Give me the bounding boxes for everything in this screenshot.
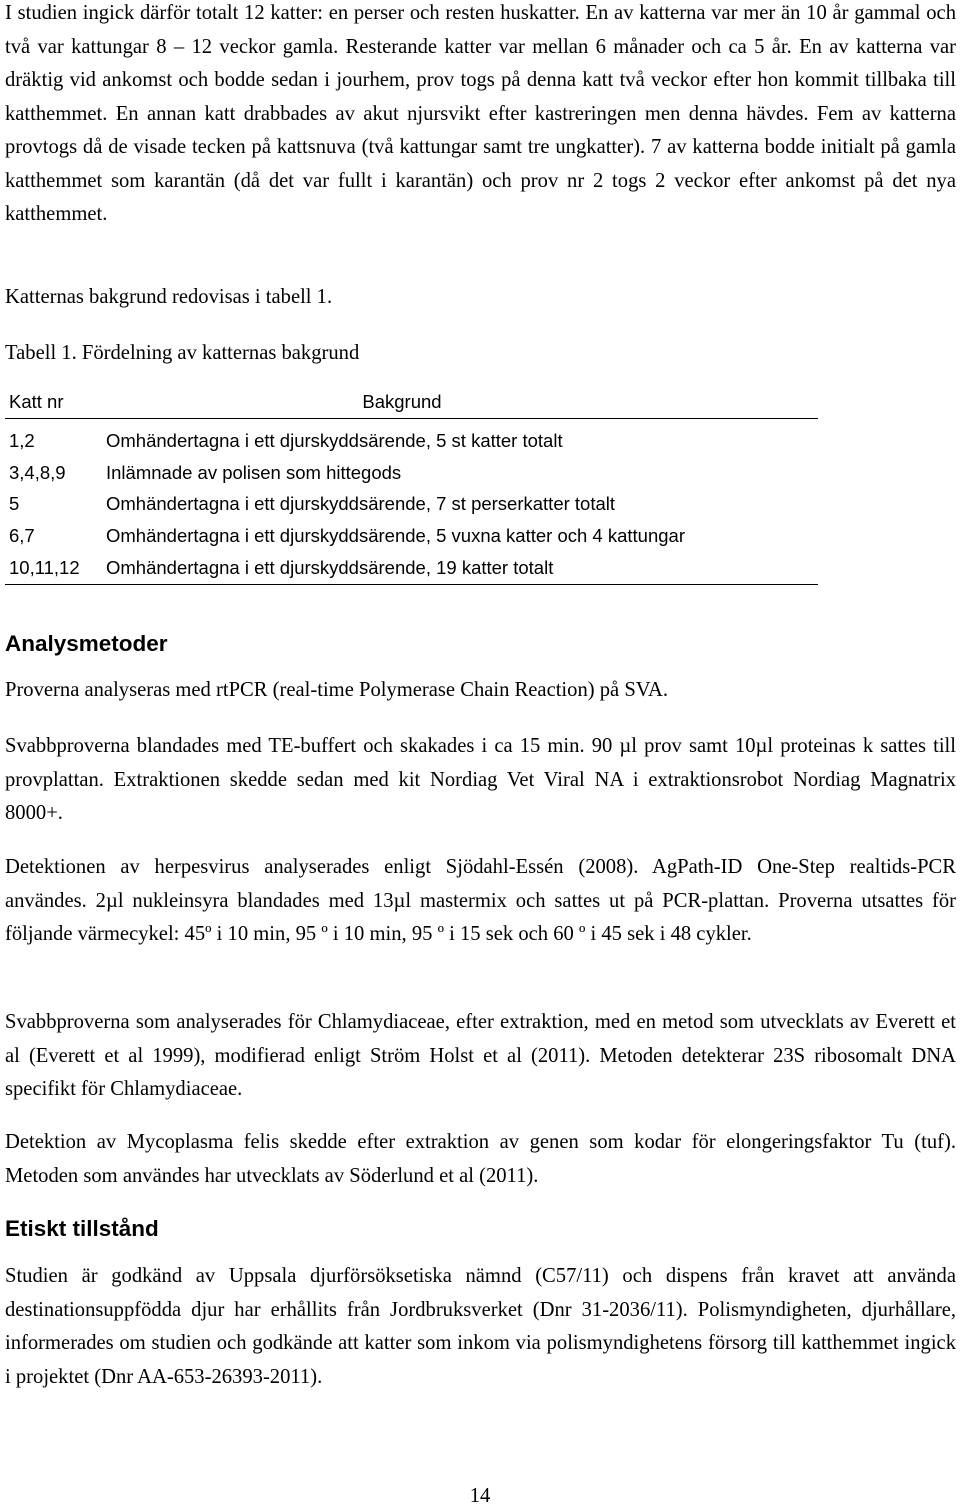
table-row xyxy=(5,457,818,489)
cat-nr-cell: 5 xyxy=(9,493,20,515)
methods-paragraph-2: Svabbproverna blandades med TE-buffert och skakades i ca 15 min. 90 µl prov samt 10µl proteinas k sattes till provplattan. Extraktionen skedde sedan med kit Nordiag Vet Viral NA i extraktionsrobot Nordiag Magnatrix 8000+. xyxy=(5,735,956,824)
methods-heading: Analysmetoder xyxy=(5,631,168,656)
table-caption: Tabell 1. Fördelning av katternas bakgrund xyxy=(5,342,360,364)
ethics-paragraph: Studien är godkänd av Uppsala djurförsöksetiska nämnd (C57/11) och dispens från kravet att använda destinationsuppfödda djur har erhållits från Jordbruksverket (Dnr 31-2036/11). Polismyndigheten, djurhållare, informerades om studien och godkände att katter som inkom via polismyndighetens försorg till katthemmet ingick i projektet (Dnr AA-653-26393-2011). xyxy=(5,1265,956,1388)
table-row xyxy=(5,489,818,521)
table-row xyxy=(5,552,818,584)
cat-nr-cell: 6,7 xyxy=(9,525,35,547)
background-cell: Omhändertagna i ett djurskyddsärende, 5 vuxna katter och 4 kattungar xyxy=(106,525,685,547)
column-header-cat-nr: Katt nr xyxy=(5,386,102,419)
methods-paragraph-5: Detektion av Mycoplasma felis skedde efter extraktion av genen som kodar för elongeringsfaktor Tu (tuf). Metoden som användes har utvecklats av Söderlund et al (2011). xyxy=(5,1131,956,1187)
methods-paragraph-3: Detektionen av herpesvirus analyserades enligt Sjödahl-Essén (2008). AgPath-ID One-Step realtids-PCR användes. 2µl nukleinsyra blandades med 13µl mastermix och sattes ut på PCR-plattan. Proverna utsattes för följande värmecykel: 45º i 10 min, 95 º i 10 min, 95 º i 15 sek och 60 º i 45 sek i 48 cykler. xyxy=(5,856,956,945)
background-table xyxy=(5,386,818,585)
background-cell: Omhändertagna i ett djurskyddsärende, 19 katter totalt xyxy=(102,552,818,584)
page-number: 14 xyxy=(469,1485,491,1507)
cat-nr-cell: 1,2 xyxy=(9,429,35,451)
background-cell: Omhändertagna i ett djurskyddsärende, 5 st katter totalt xyxy=(106,429,563,451)
background-cell: Omhändertagna i ett djurskyddsärende, 7 st perserkatter totalt xyxy=(106,493,616,515)
column-header-background: Bakgrund xyxy=(102,386,818,419)
table-row xyxy=(5,520,818,552)
ethics-heading: Etiskt tillstånd xyxy=(5,1216,159,1241)
methods-paragraph-4: Svabbproverna som analyserades för Chlamydiaceae, efter extraktion, med en metod som utvecklats av Everett et al (Everett et al 1999), modifierad enligt Ström Holst et al (2011). Metoden detekterar 23S ribosomalt DNA specifikt för Chlamydiaceae. xyxy=(5,1011,956,1100)
intro-paragraph: I studien ingick därför totalt 12 katter: en perser och resten huskatter. En av katterna var mer än 10 år gammal och två var kattungar 8 – 12 veckor gamla. Resterande katter var mellan 6 månader och ca 5 år. En av katterna var dräktig vid ankomst och bodde sedan i jourhem, prov togs på denna katt två veckor efter hon kommit tillbaka till katthemmet. En annan katt drabbades av akut njursvikt efter kastreringen men denna hävdes. Fem av katterna provtogs då de visade tecken på kattsnuva (två kattungar samt tre ungkatter). 7 av katterna bodde initialt på gamla katthemmet som karantän (då det var fullt i karantän) och prov nr 2 togs 2 veckor efter ankomst på det nya katthemmet. xyxy=(5,2,956,225)
background-cell: Inlämnade av polisen som hittegods xyxy=(106,461,402,483)
background-note: Katternas bakgrund redovisas i tabell 1. xyxy=(5,286,333,308)
cat-nr-cell: 3,4,8,9 xyxy=(9,461,66,483)
cat-nr-cell: 10,11,12 xyxy=(5,552,102,584)
methods-paragraph-1: Proverna analyseras med rtPCR (real-time Polymerase Chain Reaction) på SVA. xyxy=(5,679,669,701)
table-row xyxy=(5,419,818,457)
table-header-row xyxy=(5,386,818,419)
